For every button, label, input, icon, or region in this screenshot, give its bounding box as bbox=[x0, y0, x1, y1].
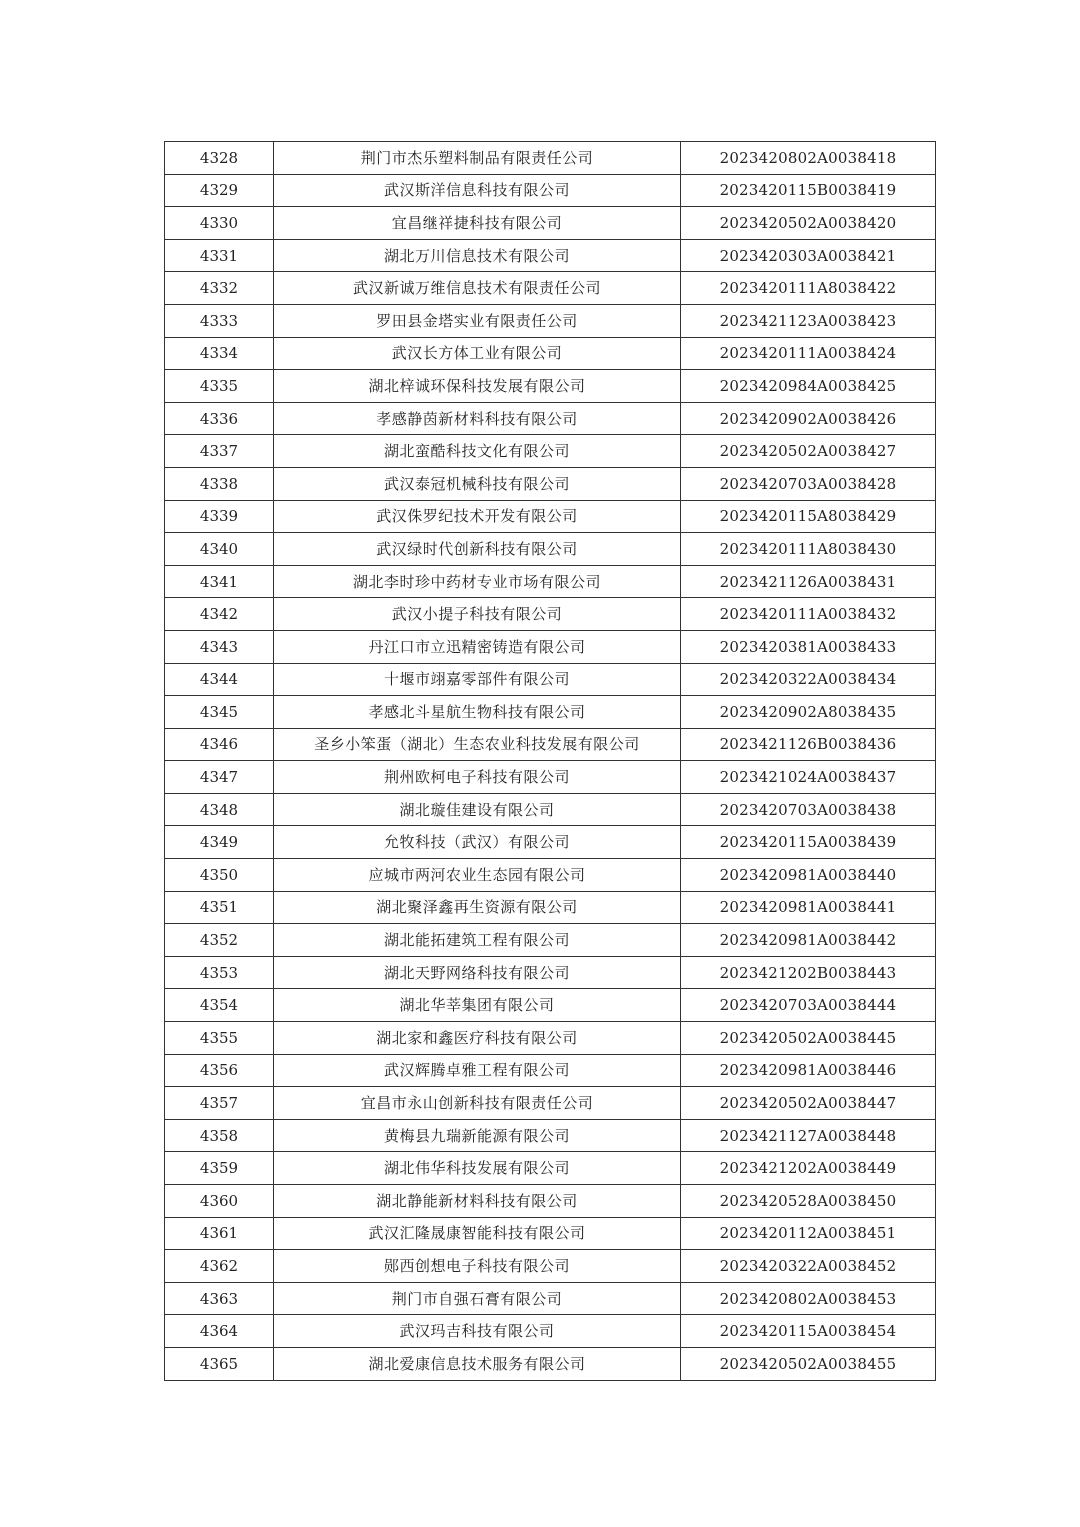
row-number-cell: 4364 bbox=[165, 1315, 274, 1348]
registration-code-cell: 2023420528A0038450 bbox=[681, 1185, 936, 1218]
row-number-cell: 4339 bbox=[165, 500, 274, 533]
company-name-cell: 十堰市翊嘉零部件有限公司 bbox=[274, 663, 681, 696]
company-list-table bbox=[164, 141, 936, 1381]
row-number-cell: 4338 bbox=[165, 467, 274, 500]
registration-code-cell: 2023420502A0038455 bbox=[681, 1347, 936, 1380]
company-name-cell: 湖北蛮酷科技文化有限公司 bbox=[274, 435, 681, 468]
registration-code-cell: 2023420303A0038421 bbox=[681, 239, 936, 272]
table-row bbox=[165, 891, 936, 924]
row-number-cell: 4346 bbox=[165, 728, 274, 761]
row-number-cell: 4332 bbox=[165, 272, 274, 305]
table-row bbox=[165, 1087, 936, 1120]
company-name-cell: 湖北万川信息技术有限公司 bbox=[274, 239, 681, 272]
registration-code-cell: 2023421024A0038437 bbox=[681, 761, 936, 794]
table-row bbox=[165, 826, 936, 859]
company-name-cell: 武汉辉腾卓雅工程有限公司 bbox=[274, 1054, 681, 1087]
company-name-cell: 允牧科技（武汉）有限公司 bbox=[274, 826, 681, 859]
company-name-cell: 湖北伟华科技发展有限公司 bbox=[274, 1152, 681, 1185]
table-row bbox=[165, 1185, 936, 1218]
company-name-cell: 荆州欧柯电子科技有限公司 bbox=[274, 761, 681, 794]
row-number-cell: 4329 bbox=[165, 174, 274, 207]
company-name-cell: 湖北爱康信息技术服务有限公司 bbox=[274, 1347, 681, 1380]
table-row bbox=[165, 793, 936, 826]
company-name-cell: 湖北静能新材料科技有限公司 bbox=[274, 1185, 681, 1218]
table-row bbox=[165, 1054, 936, 1087]
registration-code-cell: 2023420981A0038441 bbox=[681, 891, 936, 924]
registration-code-cell: 2023420984A0038425 bbox=[681, 370, 936, 403]
row-number-cell: 4349 bbox=[165, 826, 274, 859]
company-name-cell: 湖北天野网络科技有限公司 bbox=[274, 956, 681, 989]
document-page bbox=[164, 141, 935, 1381]
row-number-cell: 4353 bbox=[165, 956, 274, 989]
table-row bbox=[165, 696, 936, 729]
table-row bbox=[165, 370, 936, 403]
registration-code-cell: 2023420115A0038439 bbox=[681, 826, 936, 859]
table-row bbox=[165, 435, 936, 468]
company-name-cell: 湖北华莘集团有限公司 bbox=[274, 989, 681, 1022]
company-name-cell: 武汉绿时代创新科技有限公司 bbox=[274, 533, 681, 566]
row-number-cell: 4331 bbox=[165, 239, 274, 272]
table-row bbox=[165, 598, 936, 631]
table-row bbox=[165, 207, 936, 240]
company-name-cell: 武汉斯洋信息科技有限公司 bbox=[274, 174, 681, 207]
company-name-cell: 武汉汇隆晟康智能科技有限公司 bbox=[274, 1217, 681, 1250]
registration-code-cell: 2023420502A0038447 bbox=[681, 1087, 936, 1120]
table-row bbox=[165, 337, 936, 370]
table-row bbox=[165, 272, 936, 305]
company-name-cell: 黄梅县九瑞新能源有限公司 bbox=[274, 1119, 681, 1152]
row-number-cell: 4336 bbox=[165, 402, 274, 435]
table-row bbox=[165, 239, 936, 272]
row-number-cell: 4328 bbox=[165, 142, 274, 175]
registration-code-cell: 2023421126B0038436 bbox=[681, 728, 936, 761]
table-row bbox=[165, 1119, 936, 1152]
registration-code-cell: 2023420981A0038442 bbox=[681, 924, 936, 957]
row-number-cell: 4347 bbox=[165, 761, 274, 794]
table-row bbox=[165, 402, 936, 435]
company-name-cell: 武汉小提子科技有限公司 bbox=[274, 598, 681, 631]
table-row bbox=[165, 956, 936, 989]
company-name-cell: 孝感静茵新材料科技有限公司 bbox=[274, 402, 681, 435]
company-name-cell: 荆门市杰乐塑料制品有限责任公司 bbox=[274, 142, 681, 175]
company-name-cell: 湖北聚泽鑫再生资源有限公司 bbox=[274, 891, 681, 924]
row-number-cell: 4365 bbox=[165, 1347, 274, 1380]
row-number-cell: 4357 bbox=[165, 1087, 274, 1120]
table-row bbox=[165, 467, 936, 500]
company-name-cell: 荆门市自强石膏有限公司 bbox=[274, 1282, 681, 1315]
row-number-cell: 4330 bbox=[165, 207, 274, 240]
table-row bbox=[165, 1282, 936, 1315]
row-number-cell: 4342 bbox=[165, 598, 274, 631]
company-name-cell: 武汉侏罗纪技术开发有限公司 bbox=[274, 500, 681, 533]
company-name-cell: 郧西创想电子科技有限公司 bbox=[274, 1250, 681, 1283]
registration-code-cell: 2023420111A0038432 bbox=[681, 598, 936, 631]
registration-code-cell: 2023421202B0038443 bbox=[681, 956, 936, 989]
registration-code-cell: 2023420322A0038434 bbox=[681, 663, 936, 696]
row-number-cell: 4343 bbox=[165, 630, 274, 663]
row-number-cell: 4354 bbox=[165, 989, 274, 1022]
table-row bbox=[165, 1217, 936, 1250]
row-number-cell: 4363 bbox=[165, 1282, 274, 1315]
row-number-cell: 4362 bbox=[165, 1250, 274, 1283]
registration-code-cell: 2023421202A0038449 bbox=[681, 1152, 936, 1185]
row-number-cell: 4350 bbox=[165, 859, 274, 892]
table-row bbox=[165, 1250, 936, 1283]
row-number-cell: 4341 bbox=[165, 565, 274, 598]
table-row bbox=[165, 500, 936, 533]
registration-code-cell: 2023420902A0038426 bbox=[681, 402, 936, 435]
table-row bbox=[165, 1152, 936, 1185]
registration-code-cell: 2023420111A8038422 bbox=[681, 272, 936, 305]
row-number-cell: 4360 bbox=[165, 1185, 274, 1218]
row-number-cell: 4352 bbox=[165, 924, 274, 957]
table-row bbox=[165, 989, 936, 1022]
table-row bbox=[165, 174, 936, 207]
company-name-cell: 湖北能拓建筑工程有限公司 bbox=[274, 924, 681, 957]
registration-code-cell: 2023420703A0038438 bbox=[681, 793, 936, 826]
registration-code-cell: 2023420502A0038420 bbox=[681, 207, 936, 240]
row-number-cell: 4358 bbox=[165, 1119, 274, 1152]
row-number-cell: 4359 bbox=[165, 1152, 274, 1185]
company-name-cell: 孝感北斗星航生物科技有限公司 bbox=[274, 696, 681, 729]
company-name-cell: 宜昌继祥捷科技有限公司 bbox=[274, 207, 681, 240]
registration-code-cell: 2023420502A0038445 bbox=[681, 1022, 936, 1055]
table-row bbox=[165, 728, 936, 761]
row-number-cell: 4333 bbox=[165, 304, 274, 337]
company-name-cell: 湖北梓诚环保科技发展有限公司 bbox=[274, 370, 681, 403]
registration-code-cell: 2023420112A0038451 bbox=[681, 1217, 936, 1250]
table-row bbox=[165, 630, 936, 663]
row-number-cell: 4337 bbox=[165, 435, 274, 468]
registration-code-cell: 2023420502A0038427 bbox=[681, 435, 936, 468]
company-name-cell: 圣乡小笨蛋（湖北）生态农业科技发展有限公司 bbox=[274, 728, 681, 761]
registration-code-cell: 2023421126A0038431 bbox=[681, 565, 936, 598]
registration-code-cell: 2023420115A0038454 bbox=[681, 1315, 936, 1348]
company-name-cell: 应城市两河农业生态园有限公司 bbox=[274, 859, 681, 892]
row-number-cell: 4334 bbox=[165, 337, 274, 370]
table-row bbox=[165, 1315, 936, 1348]
table-row bbox=[165, 663, 936, 696]
table-row bbox=[165, 761, 936, 794]
registration-code-cell: 2023420111A8038430 bbox=[681, 533, 936, 566]
company-name-cell: 武汉泰冠机械科技有限公司 bbox=[274, 467, 681, 500]
registration-code-cell: 2023420115B0038419 bbox=[681, 174, 936, 207]
company-name-cell: 武汉新诚万维信息技术有限责任公司 bbox=[274, 272, 681, 305]
row-number-cell: 4344 bbox=[165, 663, 274, 696]
company-name-cell: 丹江口市立迅精密铸造有限公司 bbox=[274, 630, 681, 663]
company-name-cell: 宜昌市永山创新科技有限责任公司 bbox=[274, 1087, 681, 1120]
table-body bbox=[165, 142, 936, 1381]
company-name-cell: 武汉长方体工业有限公司 bbox=[274, 337, 681, 370]
company-name-cell: 湖北李时珍中药材专业市场有限公司 bbox=[274, 565, 681, 598]
row-number-cell: 4361 bbox=[165, 1217, 274, 1250]
row-number-cell: 4340 bbox=[165, 533, 274, 566]
registration-code-cell: 2023420981A0038446 bbox=[681, 1054, 936, 1087]
registration-code-cell: 2023420802A0038453 bbox=[681, 1282, 936, 1315]
company-name-cell: 湖北家和鑫医疗科技有限公司 bbox=[274, 1022, 681, 1055]
table-row bbox=[165, 565, 936, 598]
registration-code-cell: 2023420381A0038433 bbox=[681, 630, 936, 663]
registration-code-cell: 2023420802A0038418 bbox=[681, 142, 936, 175]
table-row bbox=[165, 859, 936, 892]
company-name-cell: 罗田县金塔实业有限责任公司 bbox=[274, 304, 681, 337]
registration-code-cell: 2023420981A0038440 bbox=[681, 859, 936, 892]
table-row bbox=[165, 1022, 936, 1055]
company-name-cell: 武汉玛吉科技有限公司 bbox=[274, 1315, 681, 1348]
company-name-cell: 湖北璇佳建设有限公司 bbox=[274, 793, 681, 826]
table-row bbox=[165, 1347, 936, 1380]
registration-code-cell: 2023420902A8038435 bbox=[681, 696, 936, 729]
table-row bbox=[165, 142, 936, 175]
row-number-cell: 4351 bbox=[165, 891, 274, 924]
registration-code-cell: 2023420115A8038429 bbox=[681, 500, 936, 533]
table-row bbox=[165, 924, 936, 957]
registration-code-cell: 2023421123A0038423 bbox=[681, 304, 936, 337]
table-row bbox=[165, 533, 936, 566]
registration-code-cell: 2023421127A0038448 bbox=[681, 1119, 936, 1152]
row-number-cell: 4355 bbox=[165, 1022, 274, 1055]
row-number-cell: 4356 bbox=[165, 1054, 274, 1087]
table-row bbox=[165, 304, 936, 337]
registration-code-cell: 2023420703A0038444 bbox=[681, 989, 936, 1022]
registration-code-cell: 2023420703A0038428 bbox=[681, 467, 936, 500]
row-number-cell: 4348 bbox=[165, 793, 274, 826]
registration-code-cell: 2023420111A0038424 bbox=[681, 337, 936, 370]
row-number-cell: 4345 bbox=[165, 696, 274, 729]
registration-code-cell: 2023420322A0038452 bbox=[681, 1250, 936, 1283]
row-number-cell: 4335 bbox=[165, 370, 274, 403]
